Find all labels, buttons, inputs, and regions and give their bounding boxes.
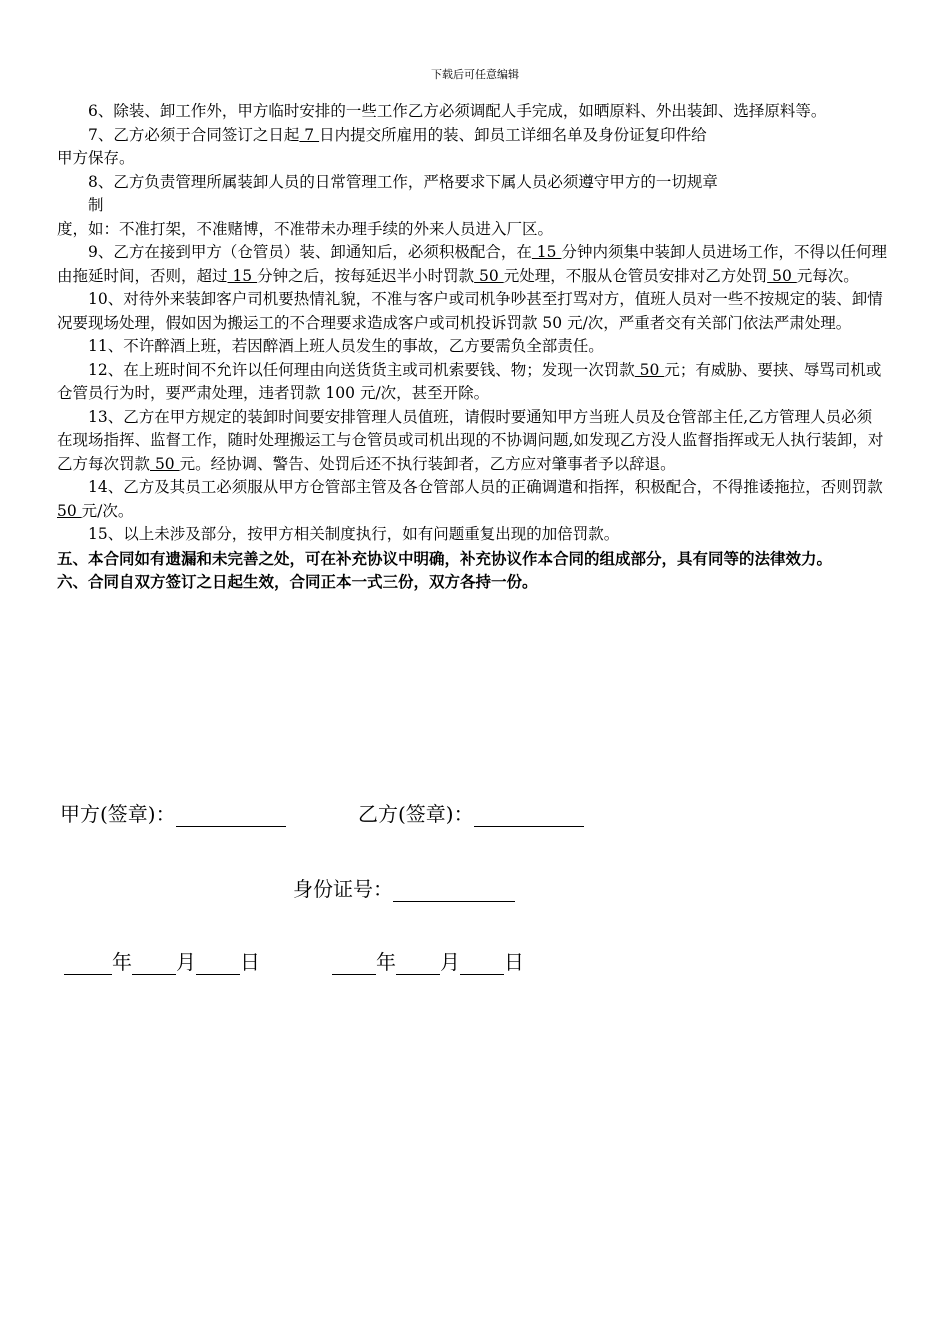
id-number-label: 身份证号： <box>293 877 393 901</box>
id-number-field <box>293 873 515 902</box>
clause-9: 9、乙方在接到甲方（仓管员）装、卸通知后，必须积极配合，在 15 分钟内须集中装卸人员进场工作，不得以任何理由拖延时间，否则，超过 15 分钟之后，按每延迟半小时罚款 50 元处理，不服从仓管员安排对乙方处罚 50 元每次。 <box>57 243 887 285</box>
filled-value: 50 <box>767 266 797 285</box>
clause-7-cont: 甲方保存。 <box>57 149 135 167</box>
clause-8: 8、乙方负责管理所属装卸人员的日常管理工作，严格要求下属人员必须遵守甲方的一切规章 <box>88 172 718 191</box>
clause-8-wrap: 制 <box>88 196 104 214</box>
month-blank[interactable] <box>396 952 440 975</box>
page-header: 下载后可任意编辑 <box>431 68 519 81</box>
clause-8-cont: 度，如：不准打架，不准赌博，不准带未办理手续的外来人员进入厂区。 <box>57 219 554 238</box>
party-a-sign-line[interactable] <box>176 804 286 827</box>
id-number-line[interactable] <box>393 879 515 902</box>
filled-value: 50 <box>474 266 504 285</box>
filled-value: 7 <box>299 125 320 144</box>
year-blank[interactable] <box>332 952 376 975</box>
party-b-label: 乙方(签章)： <box>358 802 474 826</box>
clause-14: 14、乙方及其员工必须服从甲方仓管部主管及各仓管部人员的正确调遣和指挥，积极配合，不得推诿拖拉，否则罚款 50 元/次。 <box>57 478 883 520</box>
year-blank[interactable] <box>64 952 112 975</box>
month-blank[interactable] <box>132 952 176 975</box>
day-blank[interactable] <box>460 952 504 975</box>
clause-6: 6、除装、卸工作外，甲方临时安排的一些工作乙方必须调配人手完成，如晒原料、外出装卸、选择原料等。 <box>88 102 827 120</box>
clause-7: 7、乙方必须于合同签订之日起 7 日内提交所雇用的装、卸员工详细名单及身份证复印件给 <box>88 125 707 144</box>
filled-value: 50 <box>634 360 665 379</box>
clause-15: 15、以上未涉及部分，按甲方相关制度执行，如有问题重复出现的加倍罚款。 <box>88 525 620 543</box>
filled-value: 50 <box>150 454 180 473</box>
clause-11: 11、不许醉酒上班，若因醉酒上班人员发生的事故，乙方要需负全部责任。 <box>88 337 604 355</box>
contract-body <box>57 100 887 594</box>
section-6: 六、合同自双方签订之日起生效，合同正本一式三份，双方各持一份。 <box>57 572 538 591</box>
filled-value: 15 <box>227 266 258 285</box>
filled-value: 50 <box>57 501 82 520</box>
party-b-date: 年 月 日 <box>332 946 524 975</box>
clause-12: 12、在上班时间不允许以任何理由向送货货主或司机索要钱、物；发现一次罚款 50 元；有威胁、要挟、辱骂司机或仓管员行为时，要严肃处理，违者罚款 100 元/次，甚至开除。 <box>57 360 882 402</box>
filled-value: 15 <box>531 243 562 261</box>
clause-13: 13、乙方在甲方规定的装卸时间要安排管理人员值班，请假时要通知甲方当班人员及仓管部主任,乙方管理人员必须在现场指挥、监督工作，随时处理搬运工与仓管员或司机出现的不协调问题,如发现乙方没人监督指挥或无人执行装卸，对乙方每次罚款 50 元。经协调、警告、处罚后还不执行装卸者，乙方应对肇事者予以辞退。 <box>57 407 884 473</box>
party-b-signature <box>358 798 584 827</box>
clause-10: 10、对待外来装卸客户司机要热情礼貌，不准与客户或司机争吵甚至打骂对方，值班人员对一些不按规定的装、卸情况要现场处理，假如因为搬运工的不合理要求造成客户或司机投诉罚款 50 元/次，严重者交有关部门依法严肃处理。 <box>57 290 883 332</box>
party-b-sign-line[interactable] <box>474 804 584 827</box>
section-5: 五、本合同如有遗漏和未完善之处，可在补充协议中明确，补充协议作本合同的组成部分，具有同等的法律效力。 <box>57 548 833 568</box>
party-a-signature <box>60 798 286 827</box>
party-a-label: 甲方(签章)： <box>60 802 176 826</box>
party-a-date: 年 月 日 <box>64 946 260 975</box>
day-blank[interactable] <box>196 952 240 975</box>
